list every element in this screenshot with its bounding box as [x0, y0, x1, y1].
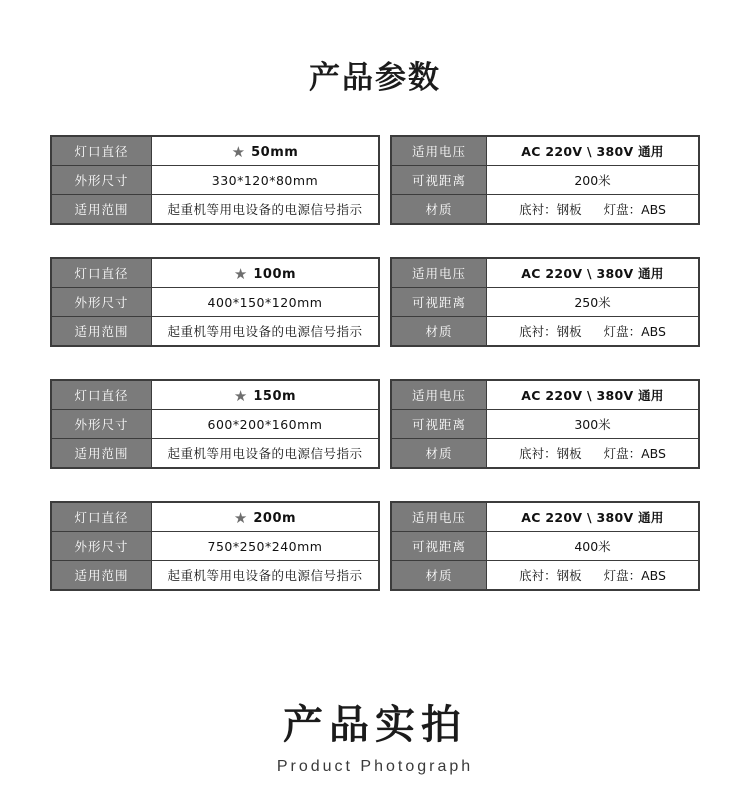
- value-distance: 400米: [487, 532, 699, 561]
- label-diameter: 灯口直径: [52, 381, 152, 410]
- material-backing: 底衬：钢板: [519, 446, 582, 461]
- label-voltage: 适用电压: [392, 259, 487, 288]
- table-row: [392, 137, 699, 166]
- material-panel: 灯盘：ABS: [603, 324, 666, 339]
- footer-title-en: Product Photograph: [276, 758, 474, 775]
- label-diameter: 灯口直径: [52, 503, 152, 532]
- table-row: [392, 195, 699, 224]
- label-material: 材质: [392, 195, 487, 224]
- spec-table-right: [390, 501, 700, 591]
- spec-block: [50, 257, 700, 347]
- value-scope: 起重机等用电设备的电源信号指示: [152, 195, 379, 224]
- table-row: [52, 166, 379, 195]
- value-dimension: 400*150*120mm: [152, 288, 379, 317]
- value-diameter: [152, 503, 379, 532]
- spec-table-left: [50, 379, 380, 469]
- table-row: [392, 317, 699, 346]
- material-panel: 灯盘：ABS: [603, 446, 666, 461]
- spec-table-left: [50, 501, 380, 591]
- table-row: [392, 439, 699, 468]
- table-row: [392, 503, 699, 532]
- spec-block: [50, 501, 700, 591]
- footer-section: [0, 693, 750, 776]
- table-row: [52, 410, 379, 439]
- table-row: [52, 137, 379, 166]
- table-row: [52, 259, 379, 288]
- table-row: [392, 259, 699, 288]
- label-dimension: 外形尺寸: [52, 532, 152, 561]
- spec-table-right: [390, 135, 700, 225]
- value-voltage: AC 220V \ 380V 通用: [487, 137, 699, 166]
- value-diameter: [152, 259, 379, 288]
- label-distance: 可视距离: [392, 532, 487, 561]
- label-distance: 可视距离: [392, 166, 487, 195]
- label-distance: 可视距离: [392, 288, 487, 317]
- star-icon: ★: [233, 387, 248, 405]
- table-row: [52, 195, 379, 224]
- material-panel: 灯盘：ABS: [603, 202, 666, 217]
- star-icon: ★: [233, 509, 248, 527]
- value-dimension: 600*200*160mm: [152, 410, 379, 439]
- table-row: [52, 288, 379, 317]
- value-material: [487, 561, 699, 590]
- star-icon: ★: [233, 265, 248, 283]
- material-backing: 底衬：钢板: [519, 324, 582, 339]
- spec-tables-container: [0, 135, 750, 591]
- spec-table-right: [390, 379, 700, 469]
- product-spec-page: [0, 52, 750, 802]
- label-diameter: 灯口直径: [52, 137, 152, 166]
- table-row: [52, 439, 379, 468]
- label-distance: 可视距离: [392, 410, 487, 439]
- table-row: [52, 317, 379, 346]
- table-row: [392, 532, 699, 561]
- value-voltage: AC 220V \ 380V 通用: [487, 381, 699, 410]
- table-row: [52, 503, 379, 532]
- label-diameter: 灯口直径: [52, 259, 152, 288]
- label-dimension: 外形尺寸: [52, 410, 152, 439]
- table-row: [392, 381, 699, 410]
- spec-block: [50, 135, 700, 225]
- material-backing: 底衬：钢板: [519, 568, 582, 583]
- label-dimension: 外形尺寸: [52, 288, 152, 317]
- value-voltage: AC 220V \ 380V 通用: [487, 259, 699, 288]
- value-distance: 200米: [487, 166, 699, 195]
- diameter-text: 100m: [253, 267, 297, 282]
- label-material: 材质: [392, 561, 487, 590]
- table-row: [392, 166, 699, 195]
- value-dimension: 750*250*240mm: [152, 532, 379, 561]
- value-diameter: [152, 137, 379, 166]
- label-voltage: 适用电压: [392, 381, 487, 410]
- value-material: [487, 195, 699, 224]
- label-scope: 适用范围: [52, 317, 152, 346]
- page-title: 产品参数: [309, 60, 441, 96]
- table-row: [392, 561, 699, 590]
- label-scope: 适用范围: [52, 195, 152, 224]
- material-panel: 灯盘：ABS: [603, 568, 666, 583]
- star-icon: ★: [231, 143, 246, 161]
- value-material: [487, 439, 699, 468]
- value-scope: 起重机等用电设备的电源信号指示: [152, 317, 379, 346]
- label-voltage: 适用电压: [392, 503, 487, 532]
- spec-table-left: [50, 257, 380, 347]
- label-dimension: 外形尺寸: [52, 166, 152, 195]
- label-voltage: 适用电压: [392, 137, 487, 166]
- label-scope: 适用范围: [52, 561, 152, 590]
- table-row: [52, 532, 379, 561]
- table-row: [52, 561, 379, 590]
- table-row: [52, 381, 379, 410]
- label-scope: 适用范围: [52, 439, 152, 468]
- value-distance: 300米: [487, 410, 699, 439]
- value-scope: 起重机等用电设备的电源信号指示: [152, 561, 379, 590]
- spec-table-left: [50, 135, 380, 225]
- table-row: [392, 410, 699, 439]
- value-dimension: 330*120*80mm: [152, 166, 379, 195]
- spec-table-right: [390, 257, 700, 347]
- diameter-text: 200m: [253, 511, 297, 526]
- table-row: [392, 288, 699, 317]
- value-distance: 250米: [487, 288, 699, 317]
- spec-block: [50, 379, 700, 469]
- footer-title-cn: 产品实拍: [283, 702, 467, 748]
- value-material: [487, 317, 699, 346]
- value-diameter: [152, 381, 379, 410]
- material-backing: 底衬：钢板: [519, 202, 582, 217]
- label-material: 材质: [392, 439, 487, 468]
- value-voltage: AC 220V \ 380V 通用: [487, 503, 699, 532]
- label-material: 材质: [392, 317, 487, 346]
- value-scope: 起重机等用电设备的电源信号指示: [152, 439, 379, 468]
- diameter-text: 150m: [253, 389, 297, 404]
- diameter-text: 50mm: [251, 145, 299, 160]
